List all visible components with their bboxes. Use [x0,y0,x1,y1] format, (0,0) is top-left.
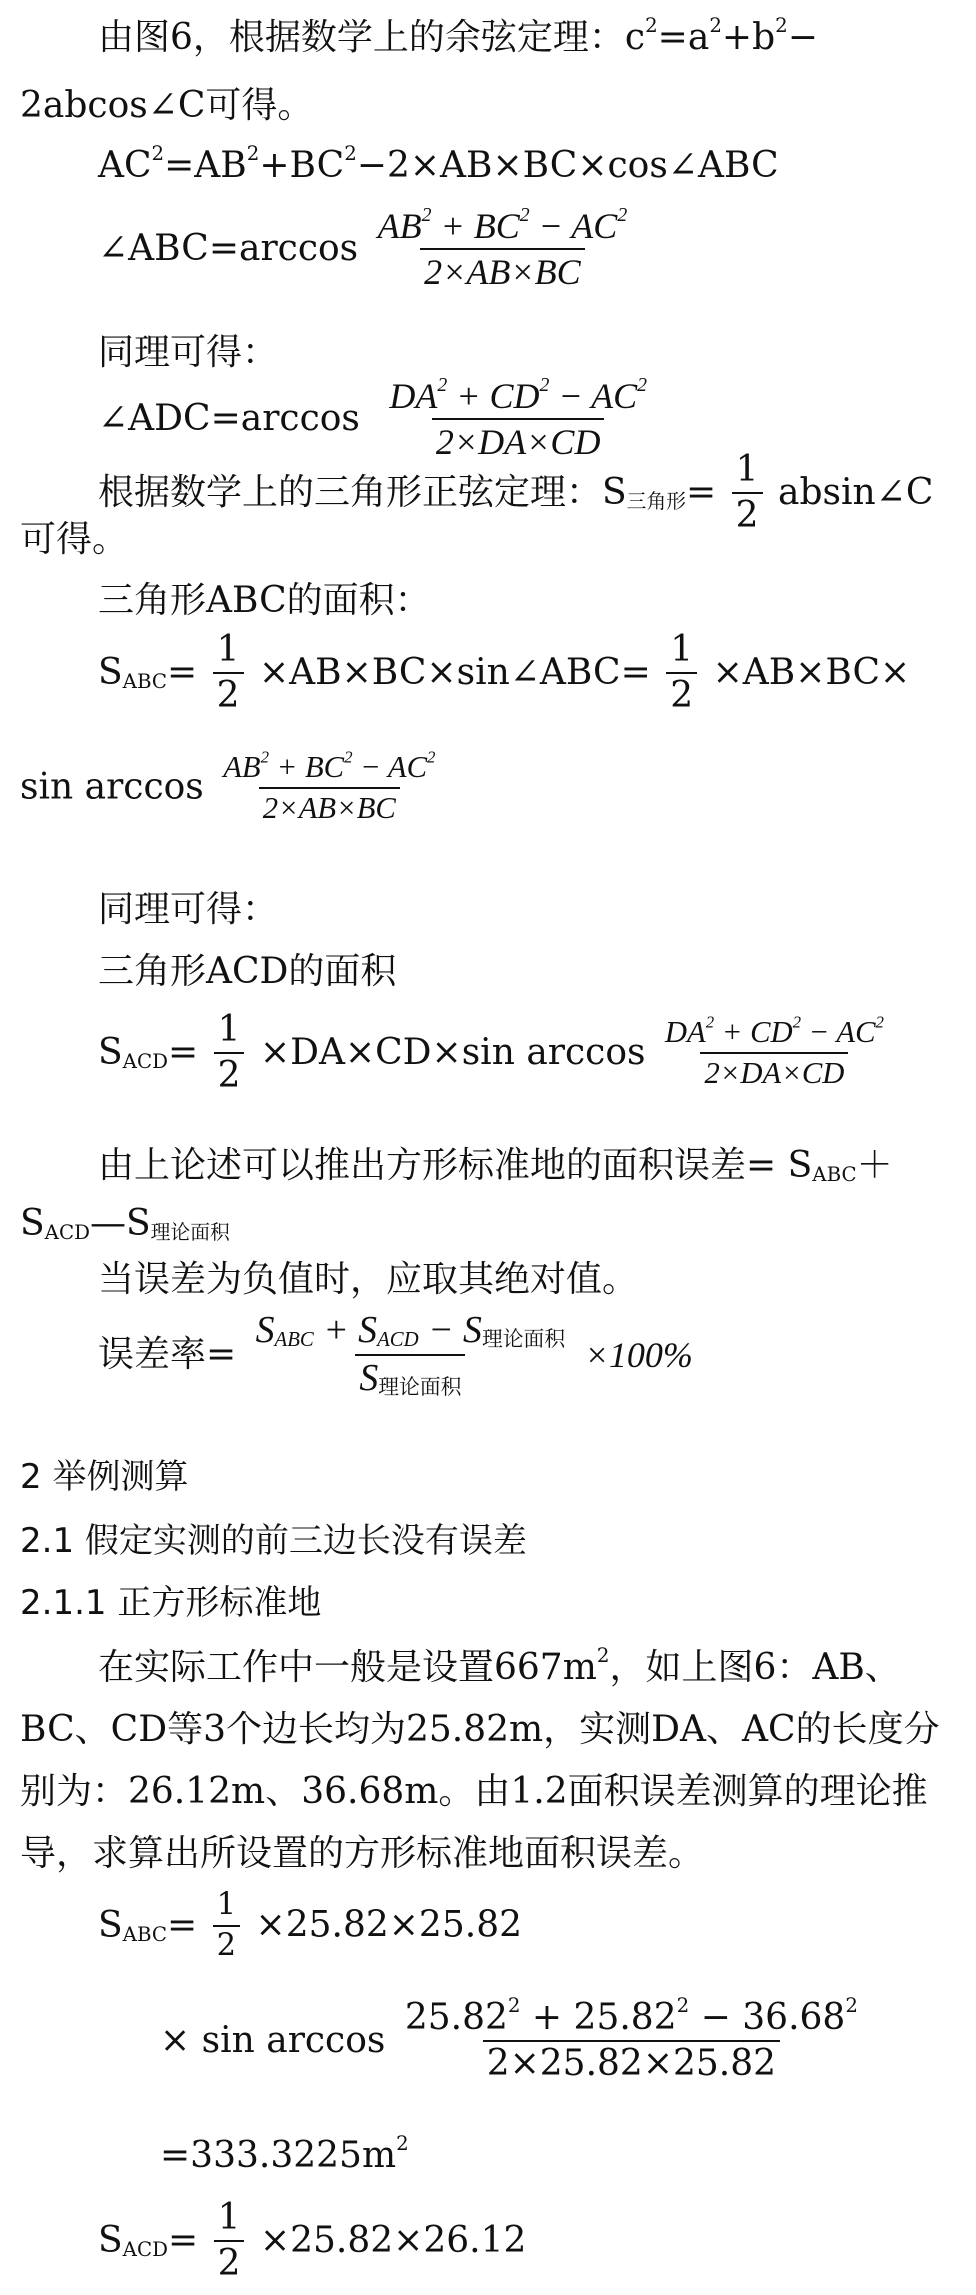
para-absolute-value: 当误差为负值时，应取其绝对值。 [98,1259,639,1300]
equation-angle-abc: ∠ABC=arccos $\frac{AB^2 + BC^2 - AC^2}{2\times AB\times BC}$ [98,208,635,290]
heading-section-2-1-1: 2.1.1 正方形标准地 [20,1583,322,1623]
fraction-angle-abc: $\frac{AB^2 + BC^2 - AC^2}{2\times AB\times BC}$ [377,204,628,292]
fraction-error-rate: $\frac{S_{ABC} + S_{ACD} - S_{理论面积}}{S_{理论面积}}$ [255,1309,566,1399]
para-practice-line3: 别为：26.12m、36.68m。由1.2面积误差测算的理论推 [20,1771,928,1812]
heading-section-2: 2 举例测算 [20,1457,189,1497]
para-practice-line1: 在实际工作中一般是设置$667m^2$，如上图6：AB、 [98,1644,901,1688]
calc-s-abc-result: $=333.3225m^2$ [160,2132,409,2176]
equation-error-rate: 误差率= $\frac{S_{ABC} + S_{ACD} - S_{理论面积}}{S_{理论面积}}$ ×100% [98,1309,693,1399]
text-same-derivation-2: 同理可得： [98,889,279,930]
fraction-calc-abc: $\frac{25.82^2 + 25.82^2 - 36.68^2}{2\times 25.82\times 25.82}$ [404,1994,858,2084]
para-area-error-line1: 由上论述可以推出方形标准地的面积误差= $S_{ABC}+$ [98,1145,893,1186]
para-sine-theorem-line1: 根据数学上的三角形正弦定理：$S_{三角形}=$ $\frac{1}{2}$ absin∠C [98,449,934,536]
fraction-half: $\frac{1}{2}$ [732,452,763,534]
para-practice-line2: BC、CD等3个边长均为25.82m，实测DA、AC的长度分 [20,1709,940,1750]
text-acd-area-title: 三角形ACD的面积 [98,951,397,992]
calc-s-abc-line1: $S_{ABC}=$ $\frac{1}{2}$ ×25.82×25.82 [98,1887,522,1963]
calc-s-acd-line1: $S_{ACD}=$ $\frac{1}{2}$ ×25.82×26.12 [98,2197,527,2284]
para-sine-theorem-line2: 可得。 [20,519,129,560]
equation-angle-adc: ∠ADC=arccos $\frac{DA^2 + CD^2 - AC^2}{2\times DA\times CD}$ [98,378,655,460]
equation-ac-squared: $AC^2=AB^2+BC^2-2\times AB\times BC\times\cos\angle ABC$ [98,142,779,186]
fraction-angle-adc: $\frac{DA^2 + CD^2 - AC^2}{2\times DA\times CD}$ [389,374,647,462]
subscript-triangle: 三角形 [626,489,687,513]
heading-section-2-1: 2.1 假定实测的前三边长没有误差 [20,1521,527,1561]
calc-s-abc-line2: × sin arccos $\frac{25.82^2 + 25.82^2 - 36.68^2}{2\times 25.82\times 25.82}$ [160,2000,866,2082]
para-cosine-intro-line1: 由图6，根据数学上的余弦定理：$c^2=a^2+b^2-$ [98,14,818,58]
para-cosine-intro-line2: 2abcos∠C可得。 [20,85,314,126]
fraction-s-abc: $\frac{AB^2 + BC^2 - AC^2}{2\times AB\times BC}$ [223,747,436,825]
text-abc-area-title: 三角形ABC的面积： [98,580,431,621]
para-practice-line4: 导，求算出所设置的方形标准地面积误差。 [20,1833,705,1874]
equation-s-acd: $S_{ACD}=$ $\frac{1}{2}$ ×DA×CD×sin arccos $\frac{DA^2 + CD^2 - AC^2}{2\times DA\times CD}$ [98,1012,892,1094]
equation-s-abc-line1: $S_{ABC}=$ $\frac{1}{2}$ ×AB×BC×sin∠ABC= $\frac{1}{2}$ ×AB×BC× [98,629,911,716]
equation-s-abc-line2: sin arccos $\frac{AB^2 + BC^2 - AC^2}{2\times AB\times BC}$ [20,752,443,823]
fraction-s-acd: $\frac{DA^2 + CD^2 - AC^2}{2\times DA\times CD}$ [664,1013,884,1090]
text-same-derivation-1: 同理可得： [98,332,279,373]
para-area-error-line2: $S_{ACD}—S_{理论面积}$ [20,1203,230,1244]
